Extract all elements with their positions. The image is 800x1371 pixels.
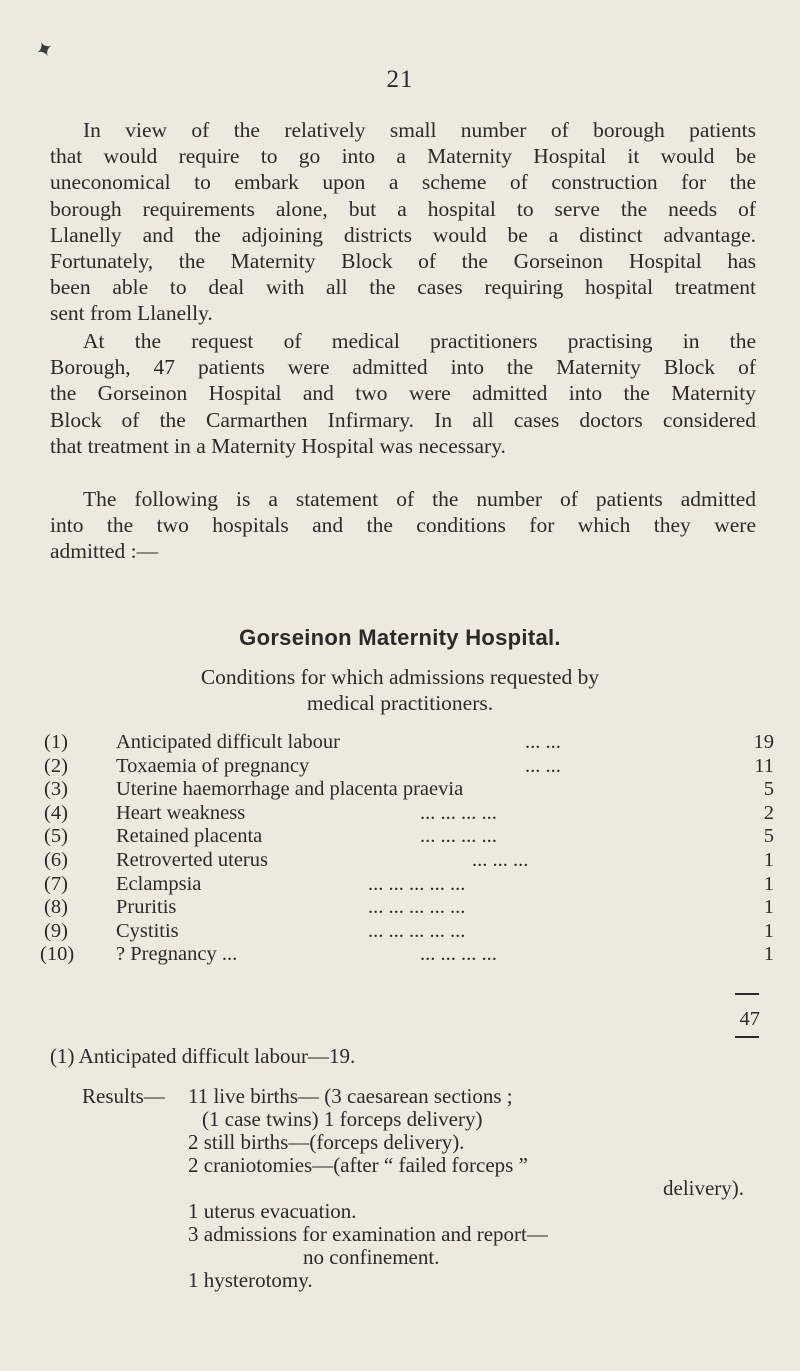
paragraph-line: into the two hospitals and the conditions for which they were (50, 513, 756, 538)
results-line: 1 uterus evacuation. (188, 1199, 357, 1223)
paragraph-line: The following is a statement of the number of patients admitted (83, 487, 756, 511)
table-row (44, 731, 774, 755)
table-total: 47 (739, 1008, 760, 1030)
paragraph-line: admitted :— (50, 539, 159, 564)
row-count: 5 (763, 778, 774, 801)
row-dots: ... ... ... ... (420, 943, 497, 966)
row-number: (7) (44, 872, 68, 895)
row-label: Eclampsia (116, 872, 202, 895)
row-dots: ... ... (525, 731, 561, 753)
page-number: 21 (386, 66, 414, 93)
corner-mark-icon: ✦ (31, 35, 59, 66)
row-label: Retroverted uterus (116, 848, 268, 871)
row-dots: ... ... (525, 754, 561, 777)
results-line: (1 case twins) 1 forceps delivery) (202, 1107, 483, 1131)
paragraph-line: the Gorseinon Hospital and two were admitted into the Maternity (50, 381, 756, 406)
results-line: 1 hysterotomy. (188, 1268, 313, 1292)
total-rule-bottom (735, 1036, 759, 1038)
table-row (44, 825, 774, 849)
row-label: ? Pregnancy ... (116, 943, 238, 966)
table-row (44, 920, 774, 944)
table-row (44, 778, 774, 802)
results-line: no confinement. (303, 1245, 440, 1269)
section-heading: Gorseinon Maternity Hospital. (239, 625, 561, 650)
total-rule-top (735, 993, 759, 995)
paragraph-line: Llanelly and the adjoining districts would be a distinct advantage. (50, 222, 756, 247)
results-label: Results— (82, 1084, 165, 1108)
row-label: Pruritis (116, 896, 177, 919)
row-number: (1) (44, 731, 68, 753)
paragraph-line: In view of the relatively small number of borough patients (83, 118, 756, 142)
row-count: 1 (763, 943, 774, 966)
table-caption (0, 664, 800, 716)
table-row (44, 849, 774, 873)
row-count: 1 (763, 919, 774, 942)
caption-line: Conditions for which admissions requested by (200, 665, 600, 689)
paragraph-line: been able to deal with all the cases requiring hospital treatment (50, 275, 756, 300)
row-number: (4) (44, 801, 68, 824)
row-label: Retained placenta (116, 825, 263, 848)
paragraph-line: borough requirements alone, but a hospital to serve the needs of (50, 196, 756, 221)
row-number: (5) (44, 825, 68, 848)
row-label: Cystitis (116, 919, 179, 942)
paragraph-3 (50, 486, 756, 565)
item-heading: (1) Anticipated difficult labour—19. (50, 1044, 356, 1068)
row-count: 1 (763, 848, 774, 871)
row-count: 1 (763, 896, 774, 919)
paragraph-line: Block of the Carmarthen Infirmary. In all cases doctors considered (50, 407, 756, 432)
conditions-table (40, 731, 774, 967)
row-label: Toxaemia of pregnancy (116, 754, 310, 777)
row-number: (10) (40, 943, 75, 966)
row-number: (6) (44, 848, 68, 871)
paragraph-line: At the request of medical practitioners practising in the (83, 329, 756, 353)
row-count: 5 (763, 825, 774, 848)
results-line: 2 craniotomies—(after “ failed forceps ” (188, 1153, 528, 1177)
paragraph-line: sent from Llanelly. (50, 301, 213, 326)
row-label: Anticipated difficult labour (116, 731, 340, 753)
table-row (44, 802, 774, 826)
table-row (44, 896, 774, 920)
table-row (44, 873, 774, 897)
results-line: delivery). (663, 1176, 745, 1200)
row-dots: ... ... ... ... (420, 825, 497, 848)
row-dots: ... ... ... ... (420, 801, 497, 824)
row-number: (9) (44, 919, 68, 942)
row-label: Uterine haemorrhage and placenta praevia (116, 778, 464, 801)
paragraph-line: uneconomical to embark upon a scheme of construction for the (50, 170, 756, 195)
row-dots: ... ... ... ... ... (368, 896, 466, 919)
row-count: 1 (763, 872, 774, 895)
table-row (44, 755, 774, 779)
row-number: (2) (44, 754, 68, 777)
row-dots: ... ... ... ... ... (368, 872, 466, 895)
table-row (40, 943, 774, 967)
row-count: 11 (754, 754, 774, 777)
results-line: 11 live births— (3 caesarean sections ; (188, 1084, 513, 1108)
row-count: 2 (763, 801, 774, 824)
paragraph-line: Fortunately, the Maternity Block of the Gorseinon Hospital has (50, 249, 756, 274)
row-dots: ... ... ... ... ... (368, 919, 466, 942)
paragraph-1 (50, 117, 756, 327)
row-label: Heart weakness (116, 801, 246, 824)
row-number: (3) (44, 778, 68, 801)
row-dots: ... ... ... (472, 848, 529, 871)
paragraph-2 (50, 328, 756, 459)
results-line: 3 admissions for examination and report— (188, 1222, 548, 1246)
paragraph-line: that treatment in a Maternity Hospital was necessary. (50, 433, 506, 458)
row-count: 19 (753, 731, 774, 753)
paragraph-line: Borough, 47 patients were admitted into the Maternity Block of (50, 355, 756, 380)
row-number: (8) (44, 896, 68, 919)
results-line: 2 still births—(forceps delivery). (188, 1130, 465, 1154)
caption-line: medical practitioners. (306, 691, 494, 715)
paragraph-line: that would require to go into a Maternity Hospital it would be (50, 144, 756, 169)
